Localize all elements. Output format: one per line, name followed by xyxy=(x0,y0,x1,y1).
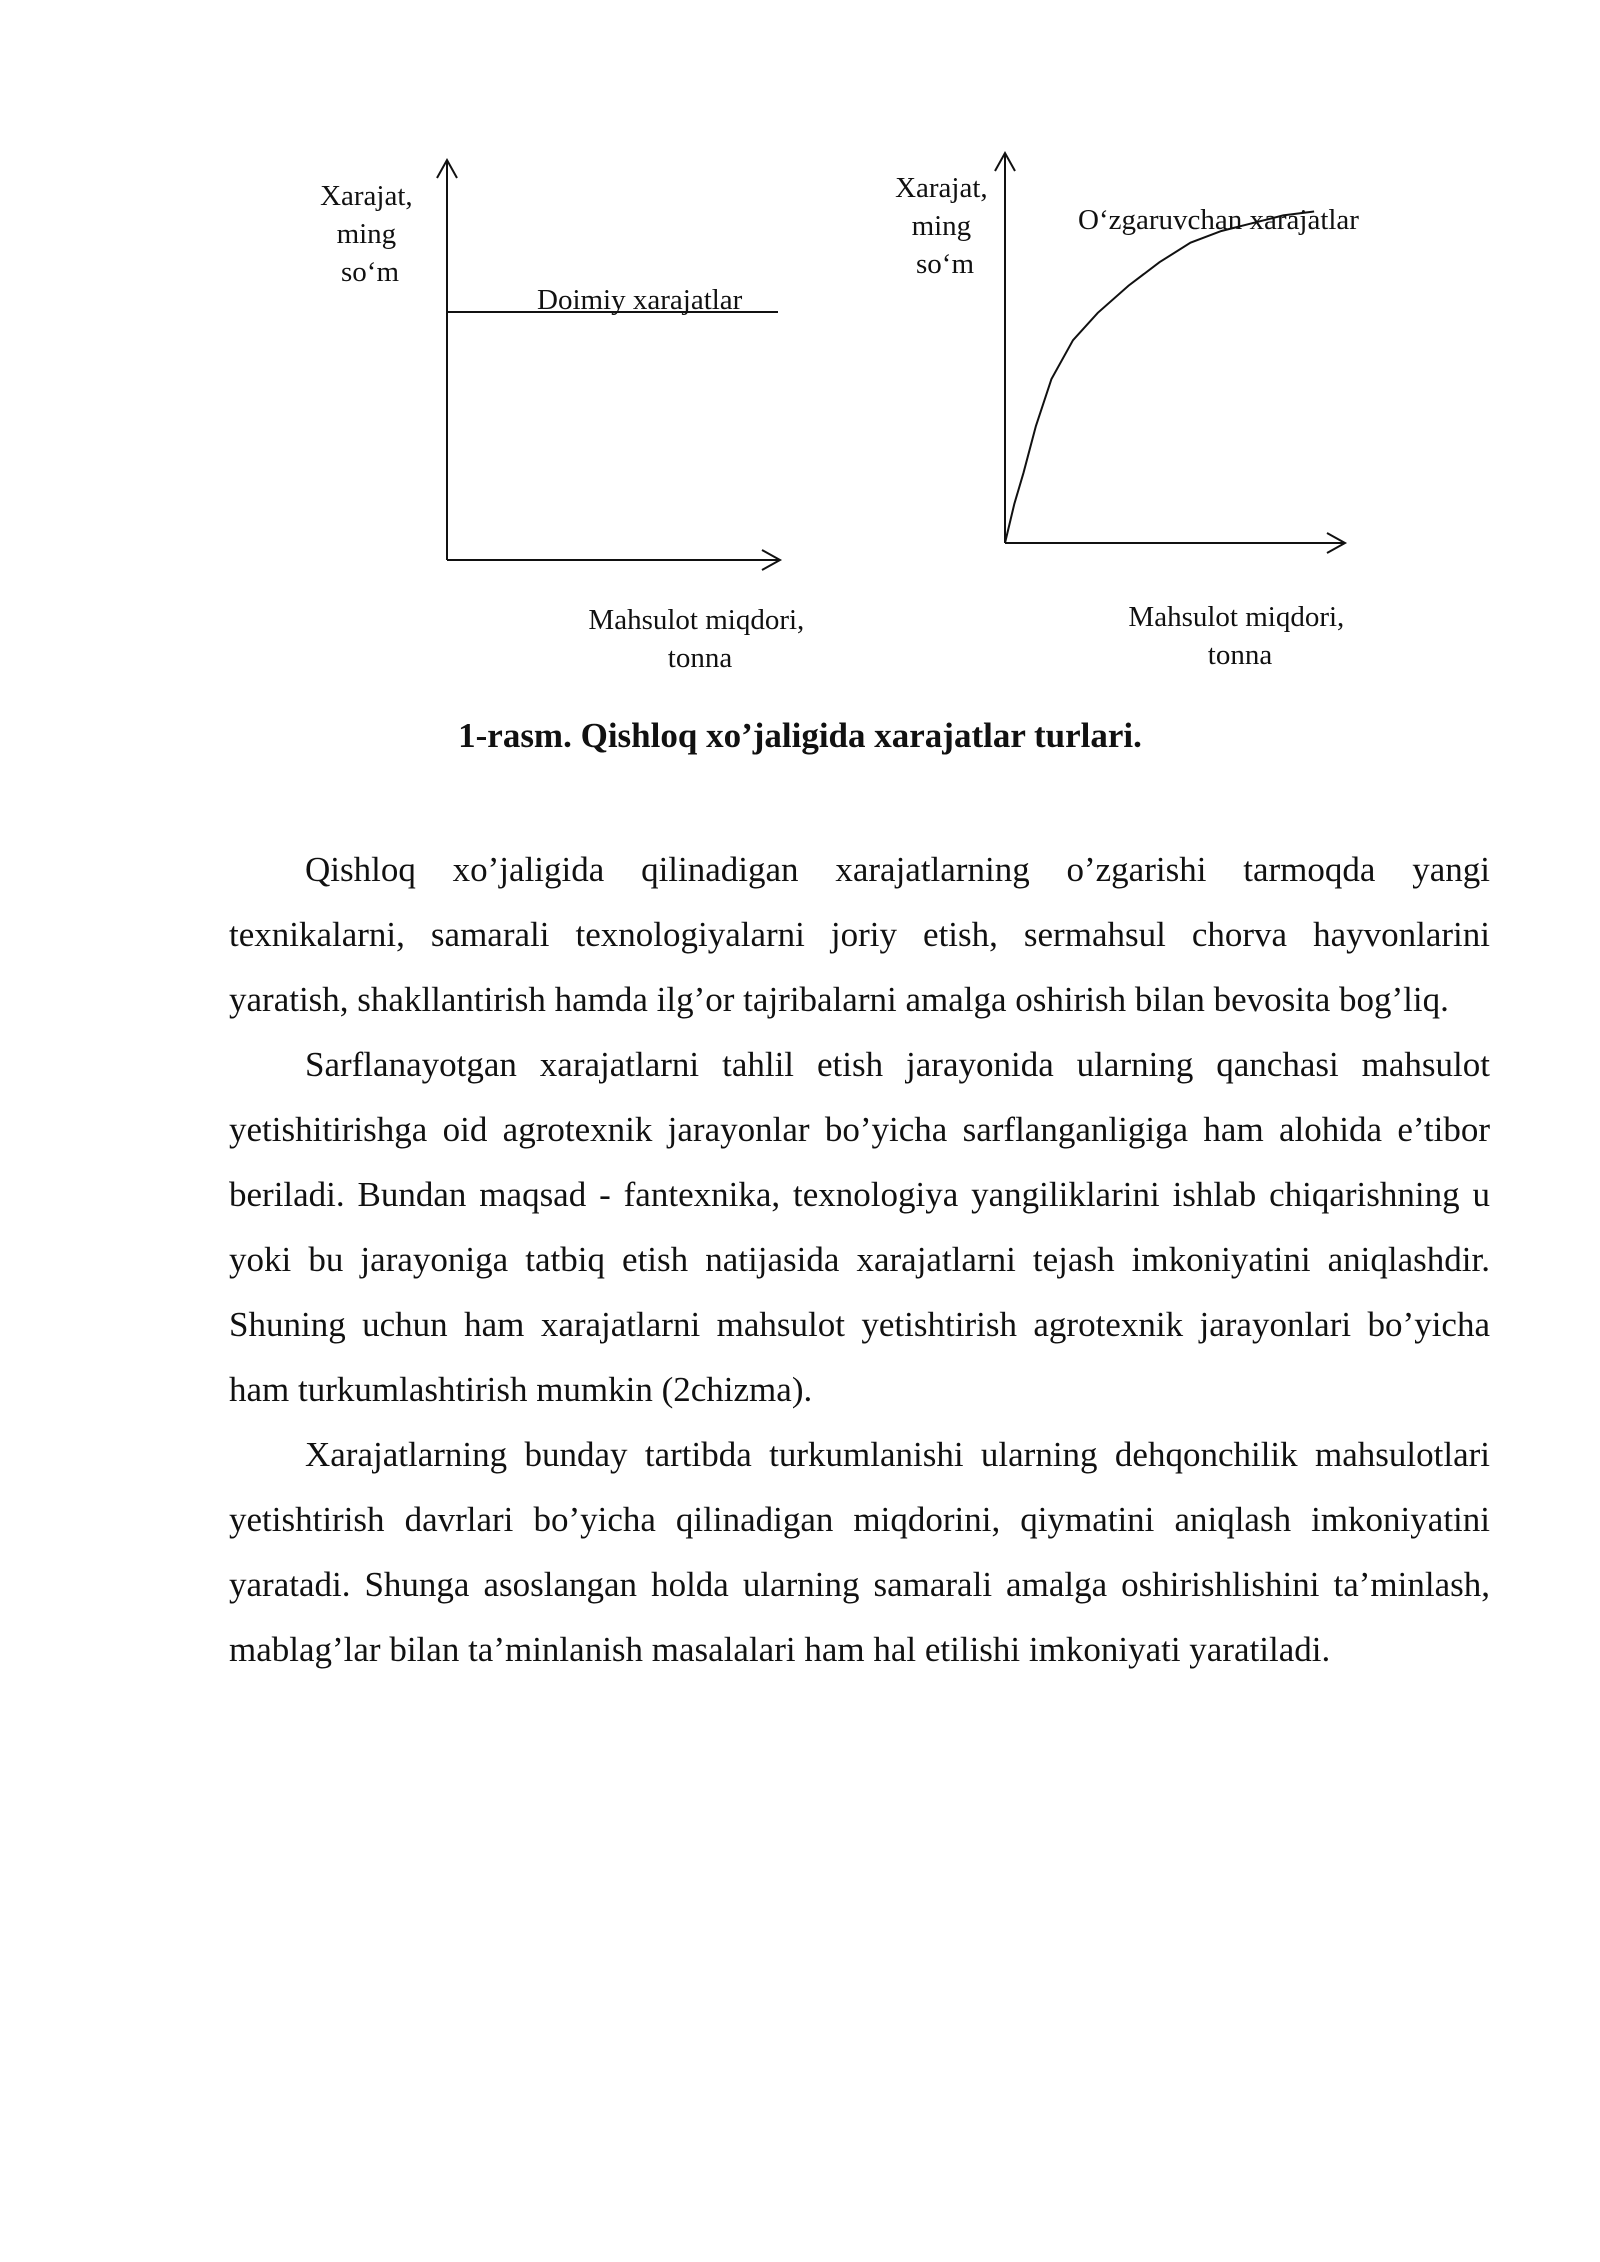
paragraph: Xarajatlarning bunday tartibda turkumlanishi ularning dehqonchilik mahsulotlari yetishtirish davrlari bo’yicha qilinadigan miqdorini, qiymatini aniqlash imkoniyatini yaratadi. Shunga asoslangan holda ularning samarali amalga oshirishlishini ta’minlash, mablag’lar bilan ta’minlanish masalalari ham hal etilishi imkoniyati yaratiladi. xyxy=(229,1435,1490,1669)
right-xlabel xyxy=(1128,601,1351,671)
left-ylabel-line: so‘m xyxy=(341,256,399,288)
right-xlabel-line: tonna xyxy=(1207,639,1273,671)
paragraph: Sarflanayotgan xarajatlarni tahlil etish jarayonida ularning qanchasi mahsulot yetishitirishga oid agrotexnik jarayonlar bo’yicha sarflanganligiga ham alohida e’tibor beriladi. Bundan maqsad - fantexnika, texnologiya yangiliklarini ishlab chiqarishning u yoki bu jarayoniga tatbiq etish natijasida xarajatlarni tejash imkoniyatini aniqlashdir. Shuning uchun ham xarajatlarni mahsulot yetishtirish agrotexnik jarayonlari bo’yicha ham turkumlashtirish mumkin (2chizma). xyxy=(229,1045,1490,1409)
left-xlabel-line: tonna xyxy=(667,642,733,674)
left-series-label: Doimiy xarajatlar xyxy=(537,284,743,316)
right-ylabel-line: Xarajat, xyxy=(895,172,988,204)
paragraph: Qishloq xo’jaligida qilinadigan xarajatlarning o’zgarishi tarmoqda yangi texnikalarni, samarali texnologiyalarni joriy etish, sermahsul chorva hayvonlarini yaratish, shakllantirish hamda ilg’or tajribalarni amalga oshirish bilan bevosita bog’liq. xyxy=(229,850,1490,1019)
right-series-line xyxy=(1005,212,1314,544)
left-ylabel-line: ming xyxy=(336,218,397,250)
right-ylabel-line: so‘m xyxy=(916,248,974,280)
right-ylabel-line: ming xyxy=(911,210,972,242)
left-ylabel xyxy=(320,180,420,288)
left-ylabel-line: Xarajat, xyxy=(320,180,413,212)
left-xlabel xyxy=(588,604,811,674)
body-text xyxy=(229,837,1490,1682)
figure-caption: 1-rasm. Qishloq xo’jaligida xarajatlar turlari. xyxy=(458,716,1142,755)
right-xlabel-line: Mahsulot miqdori, xyxy=(1128,601,1345,633)
right-ylabel xyxy=(895,172,995,280)
cost-types-figure xyxy=(0,0,1600,700)
right-series-label: O‘zgaruvchan xarajatlar xyxy=(1078,204,1359,236)
left-xlabel-line: Mahsulot miqdori, xyxy=(588,604,805,636)
